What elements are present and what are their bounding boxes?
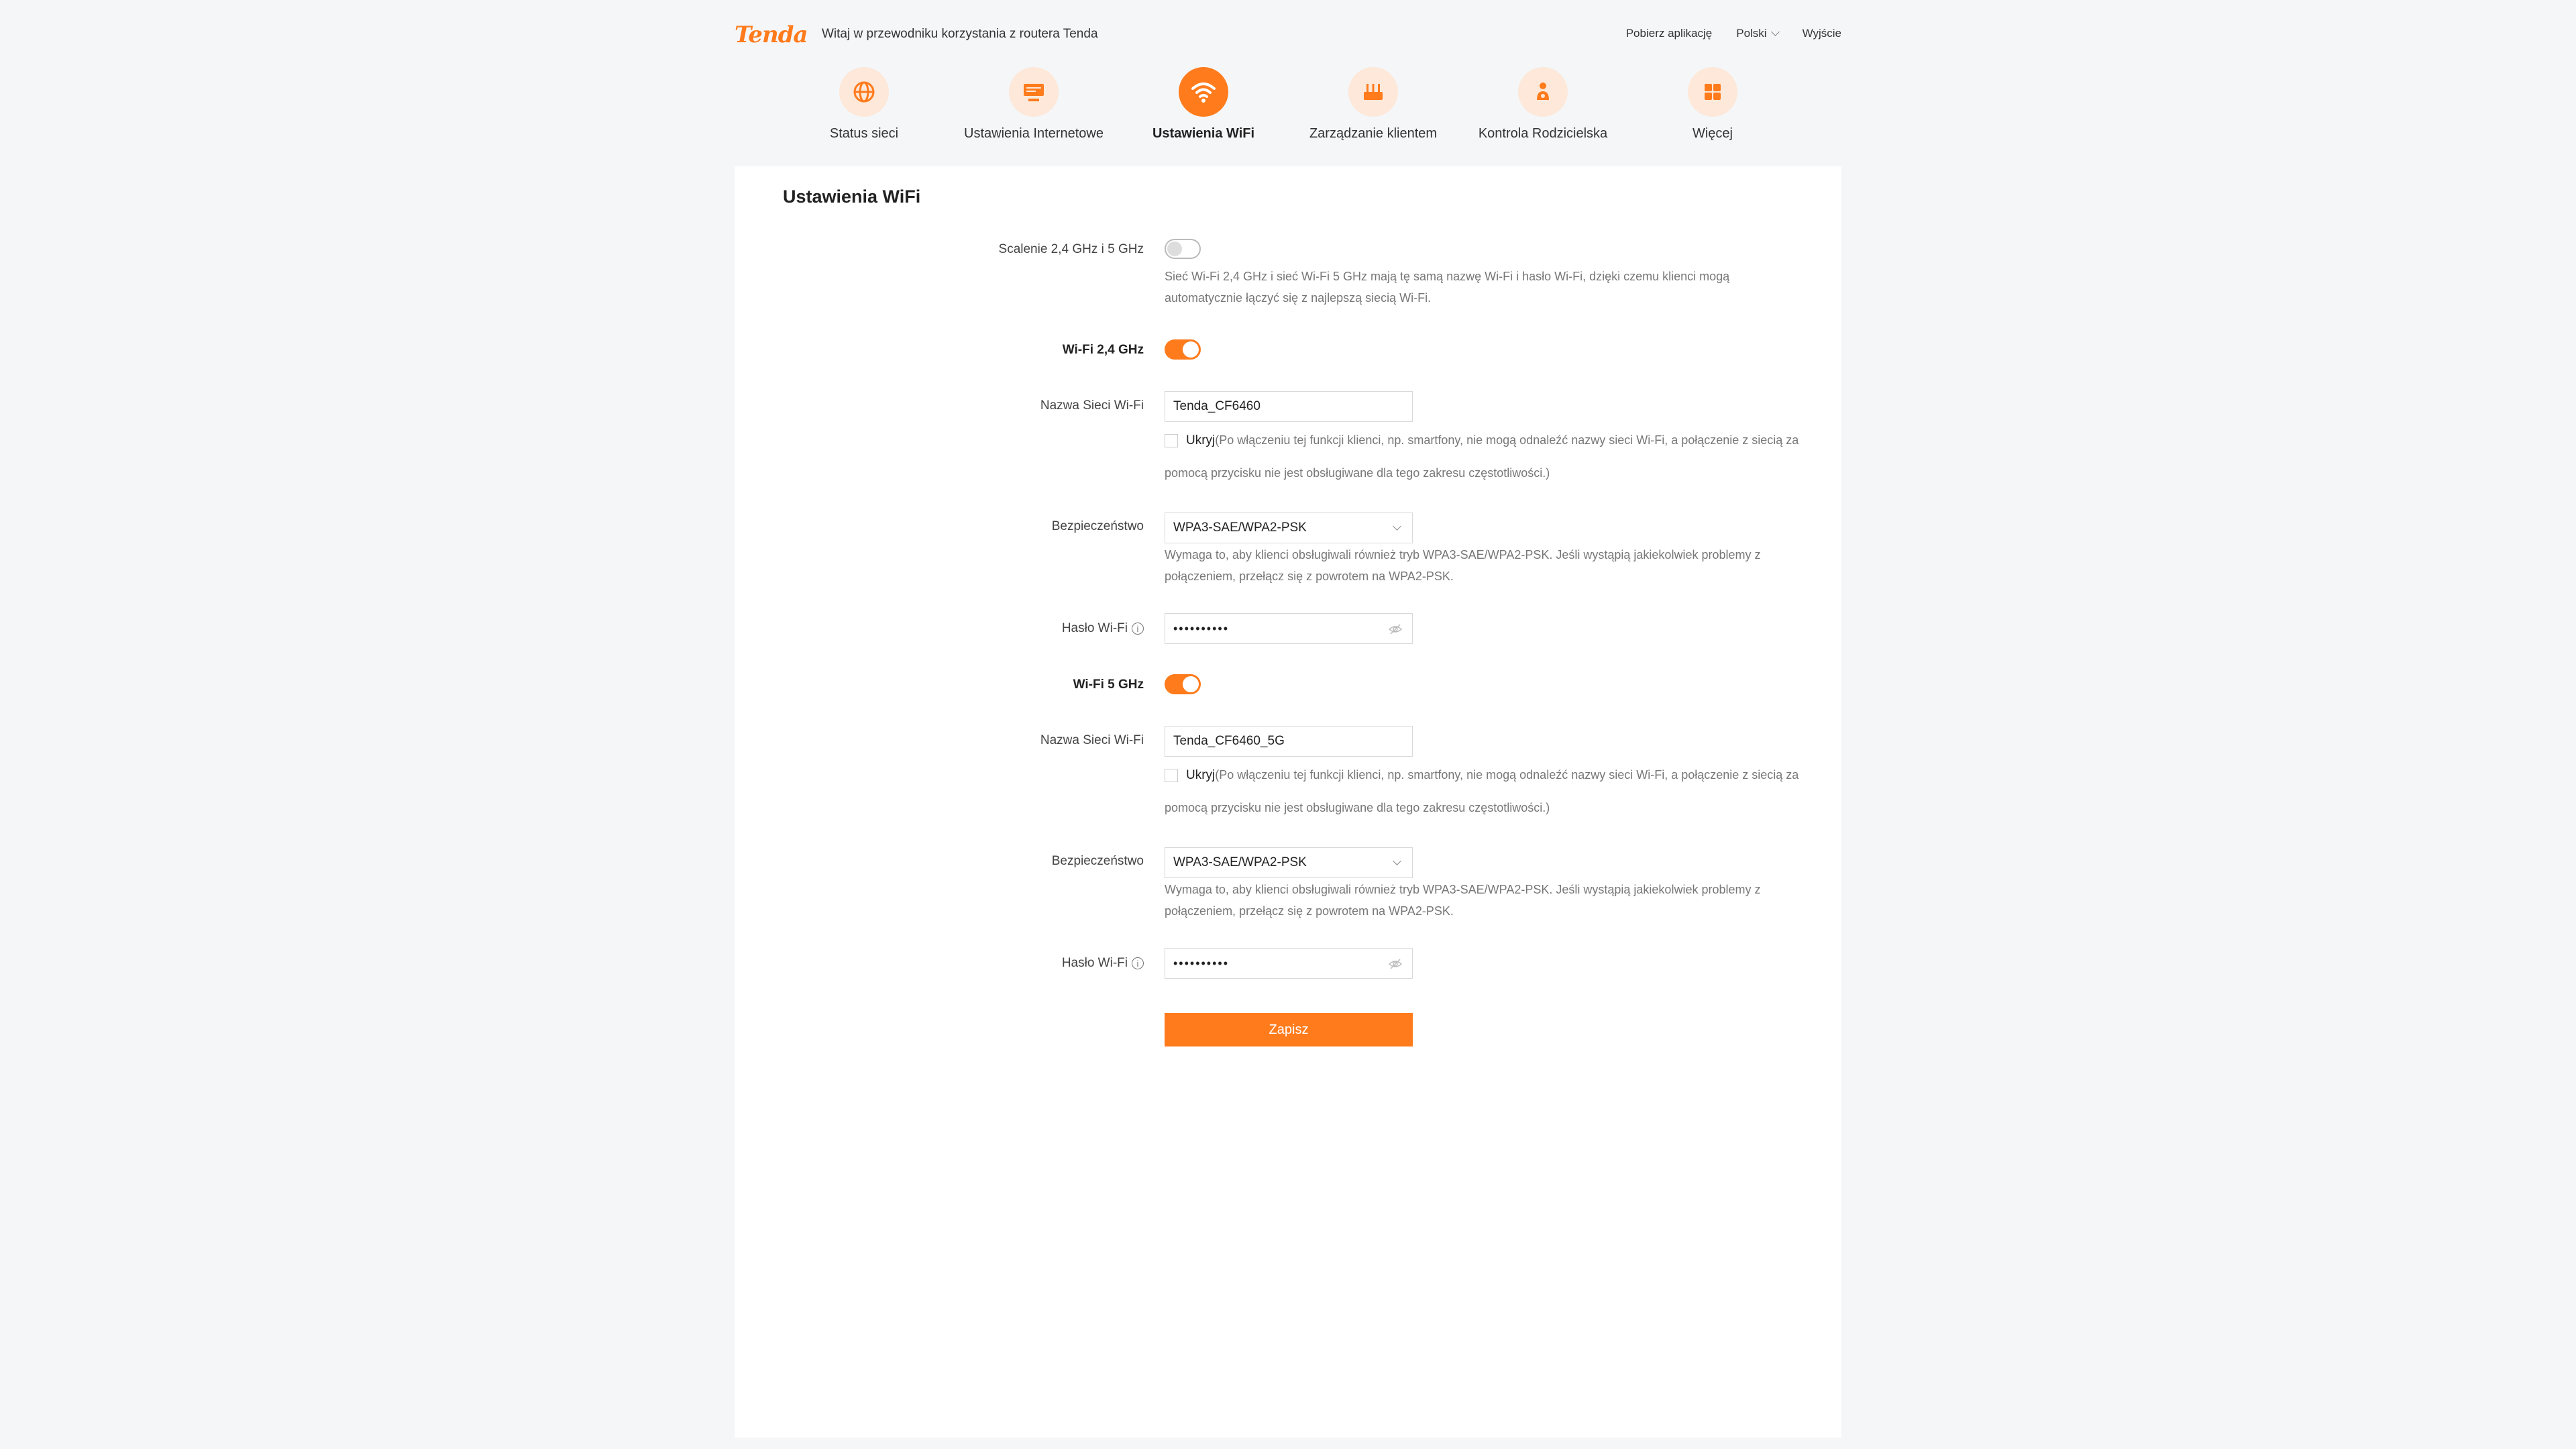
wifi24-ssid-input[interactable]: Tenda_CF6460 bbox=[1165, 391, 1413, 422]
wifi5-password-label bbox=[1062, 956, 1144, 971]
wifi24-password-label bbox=[1062, 621, 1144, 636]
merge-toggle[interactable] bbox=[1165, 239, 1201, 259]
wifi5-hide-checkbox[interactable] bbox=[1165, 769, 1178, 782]
wifi5-ssid-label: Nazwa Sieci Wi-Fi bbox=[1040, 733, 1144, 747]
wifi24-security-select[interactable] bbox=[1165, 513, 1413, 543]
page-title: Ustawienia WiFi bbox=[783, 186, 921, 207]
wifi5-security-value: WPA3-SAE/WPA2-PSK bbox=[1173, 855, 1307, 869]
language-select[interactable] bbox=[1736, 27, 1778, 40]
nav-item-internet-settings[interactable] bbox=[953, 67, 1114, 142]
welcome-text: Witaj w przewodniku korzystania z routera Tenda bbox=[822, 27, 1098, 41]
grid-icon bbox=[1688, 67, 1737, 117]
wifi5-hide-help: (Po włączeniu tej funkcji klienci, np. smartfony, nie mogą odnaleźć nazwy sieci Wi-Fi, a połączenie z siecią za pomocą przycisku nie jest obsługiwane dla tego zakresu częstotliwości.) bbox=[1165, 768, 1799, 814]
wifi24-password-value: •••••••••• bbox=[1173, 622, 1230, 635]
nav-label: Status sieci bbox=[829, 126, 899, 141]
language-label: Polski bbox=[1736, 27, 1767, 40]
wifi24-hide-help: (Po włączeniu tej funkcji klienci, np. smartfony, nie mogą odnaleźć nazwy sieci Wi-Fi, a połączenie z siecią za pomocą przycisku nie jest obsługiwane dla tego zakresu częstotliwości.) bbox=[1165, 433, 1799, 480]
wifi24-security-label: Bezpieczeństwo bbox=[1051, 519, 1144, 533]
nav-label: Zarządzanie klientem bbox=[1309, 126, 1438, 141]
wifi24-hide-label: Ukryj bbox=[1186, 433, 1216, 447]
nav-label: Ustawienia Internetowe bbox=[964, 126, 1104, 141]
nav-item-wifi-settings[interactable] bbox=[1123, 67, 1284, 142]
wifi24-hide-line bbox=[1165, 424, 1809, 489]
wifi5-password-value: •••••••••• bbox=[1173, 957, 1230, 970]
info-icon[interactable]: i bbox=[1132, 623, 1144, 635]
wifi5-password-input[interactable] bbox=[1165, 948, 1413, 979]
parental-icon bbox=[1518, 67, 1568, 117]
nav-item-more[interactable] bbox=[1632, 67, 1793, 142]
wifi5-label: Wi-Fi 5 GHz bbox=[1073, 678, 1144, 692]
wifi5-security-select[interactable] bbox=[1165, 847, 1413, 878]
main-nav bbox=[735, 67, 1841, 148]
nav-label: Ustawienia WiFi bbox=[1152, 126, 1255, 141]
info-icon[interactable]: i bbox=[1132, 957, 1144, 969]
wifi-settings-panel bbox=[735, 166, 1841, 1438]
globe-icon bbox=[839, 67, 889, 117]
save-button[interactable]: Zapisz bbox=[1165, 1013, 1413, 1046]
wifi24-toggle[interactable] bbox=[1165, 339, 1201, 360]
wifi5-security-label: Bezpieczeństwo bbox=[1051, 854, 1144, 868]
wifi5-password-label-text: Hasło Wi-Fi bbox=[1061, 956, 1128, 970]
chevron-down-icon bbox=[1393, 857, 1401, 865]
app bbox=[735, 0, 1841, 1037]
nav-label: Kontrola Rodzicielska bbox=[1478, 126, 1608, 141]
header bbox=[735, 0, 1841, 67]
chevron-down-icon bbox=[1393, 522, 1401, 531]
toggle-switch[interactable] bbox=[1165, 239, 1201, 259]
monitor-icon bbox=[1009, 67, 1059, 117]
download-app-link[interactable]: Pobierz aplikację bbox=[1625, 27, 1713, 40]
wifi24-security-help: Wymaga to, aby klienci obsługiwali również tryb WPA3-SAE/WPA2-PSK. Jeśli wystąpią jakiekolwiek problemy z połączeniem, przełącz się z powrotem na WPA2-PSK. bbox=[1165, 548, 1761, 583]
router-icon bbox=[1348, 67, 1398, 117]
eye-off-icon[interactable] bbox=[1388, 622, 1403, 637]
tenda-logo[interactable]: Tenda bbox=[735, 21, 808, 48]
wifi5-security-help: Wymaga to, aby klienci obsługiwali również tryb WPA3-SAE/WPA2-PSK. Jeśli wystąpią jakiekolwiek problemy z połączeniem, przełącz się z powrotem na WPA2-PSK. bbox=[1165, 883, 1761, 918]
chevron-down-icon bbox=[1771, 28, 1780, 36]
nav-item-network-status[interactable] bbox=[784, 67, 945, 142]
merge-label: Scalenie 2,4 GHz i 5 GHz bbox=[998, 242, 1144, 256]
wifi24-password-label-text: Hasło Wi-Fi bbox=[1061, 621, 1128, 635]
toggle-switch[interactable] bbox=[1165, 339, 1201, 360]
logout-link[interactable]: Wyjście bbox=[1802, 27, 1841, 40]
wifi24-password-input[interactable] bbox=[1165, 613, 1413, 644]
header-links bbox=[1626, 27, 1841, 40]
toggle-switch[interactable] bbox=[1165, 674, 1201, 694]
wifi24-ssid-label: Nazwa Sieci Wi-Fi bbox=[1040, 398, 1144, 413]
wifi24-hide-checkbox[interactable] bbox=[1165, 434, 1178, 447]
nav-label: Więcej bbox=[1692, 126, 1733, 141]
wifi-icon bbox=[1179, 67, 1228, 117]
wifi5-hide-label: Ukryj bbox=[1186, 768, 1216, 782]
nav-item-client-management[interactable] bbox=[1293, 67, 1454, 142]
wifi5-toggle[interactable] bbox=[1165, 674, 1201, 694]
wifi5-ssid-input[interactable]: Tenda_CF6460_5G bbox=[1165, 726, 1413, 757]
wifi24-label: Wi-Fi 2,4 GHz bbox=[1062, 343, 1144, 357]
wifi24-security-value: WPA3-SAE/WPA2-PSK bbox=[1173, 521, 1307, 535]
eye-off-icon[interactable] bbox=[1388, 957, 1403, 971]
wifi5-hide-line bbox=[1165, 759, 1809, 824]
nav-item-parental-control[interactable] bbox=[1462, 67, 1623, 142]
merge-help-text: Sieć Wi-Fi 2,4 GHz i sieć Wi-Fi 5 GHz mają tę samą nazwę Wi-Fi i hasło Wi-Fi, dzięki czemu klienci mogą automatycznie łączyć się z najlepszą siecią Wi-Fi. bbox=[1165, 270, 1730, 305]
